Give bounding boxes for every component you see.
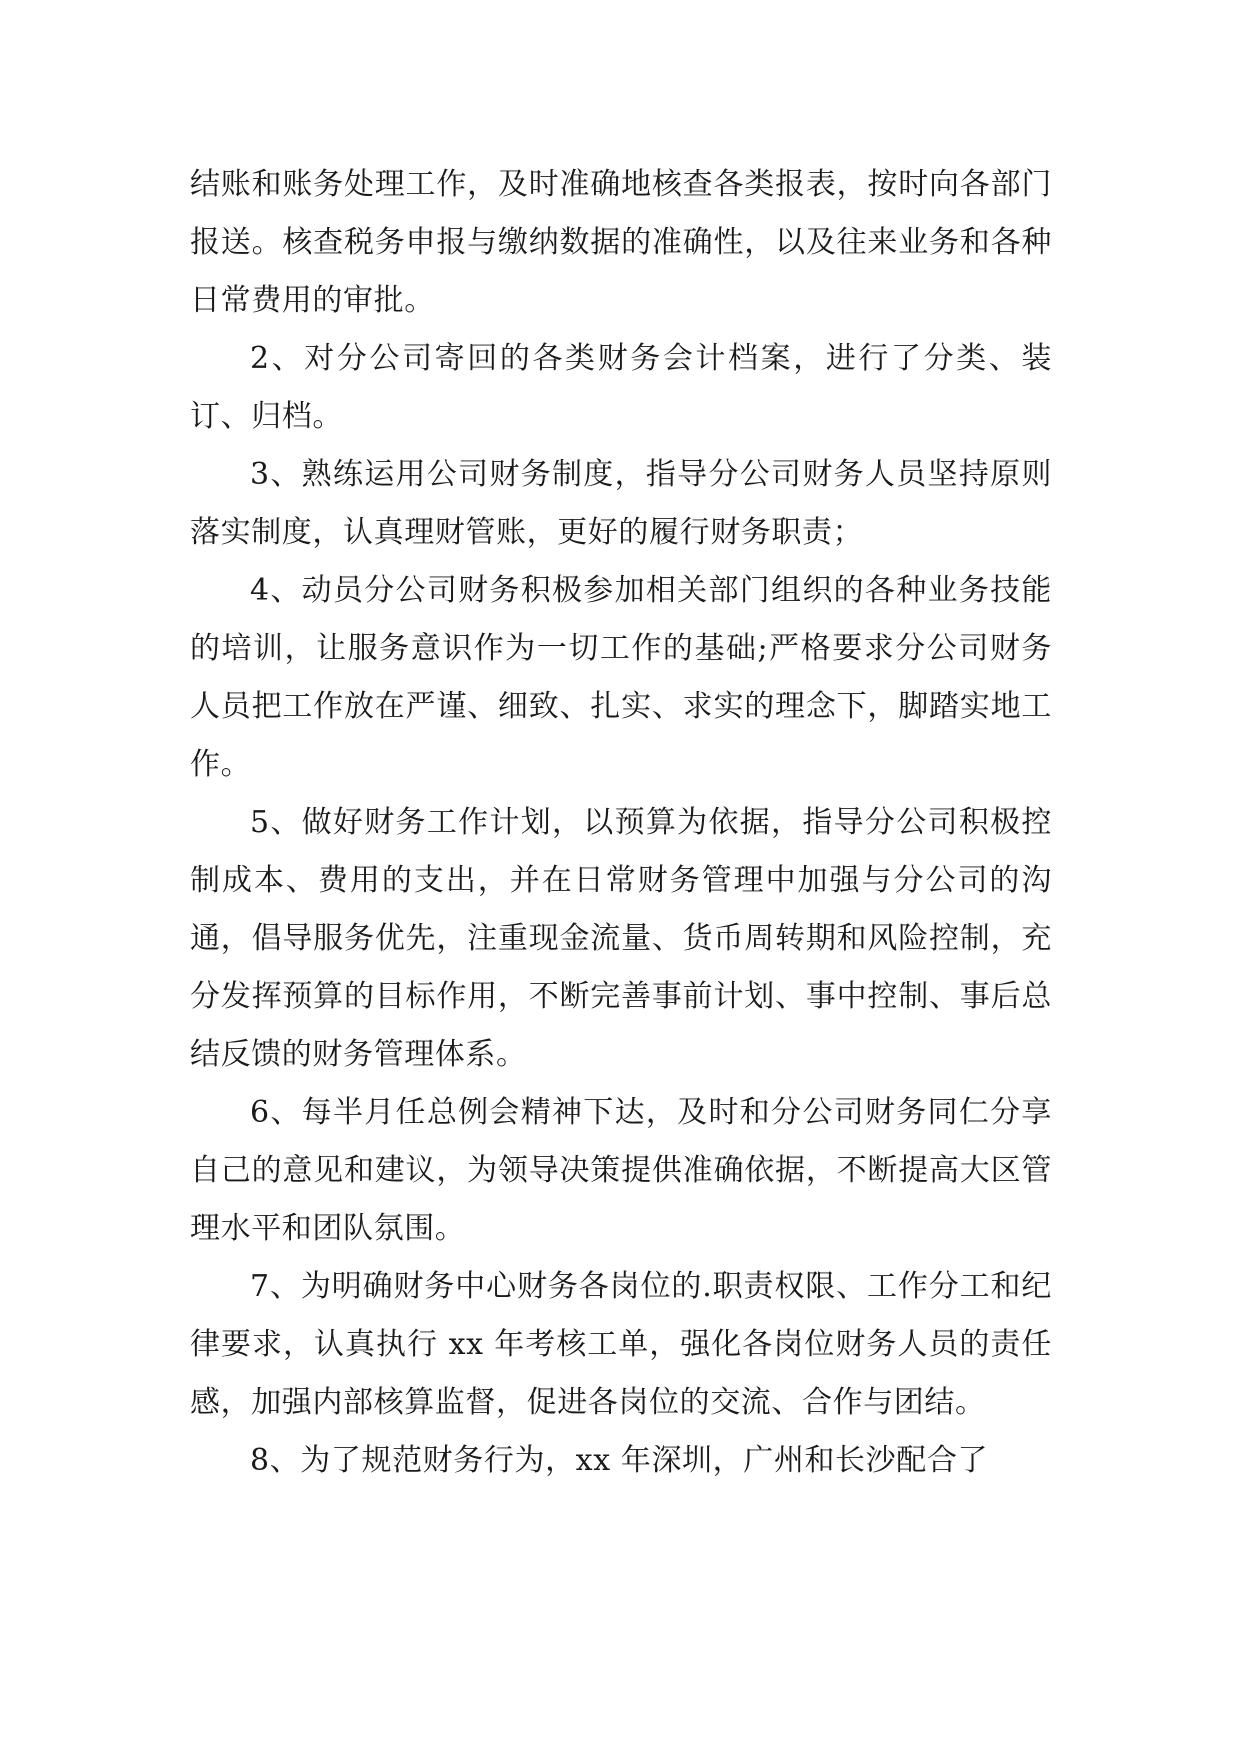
paragraph-continuation: 结账和账务处理工作，及时准确地核查各类报表，按时向各部门报送。核查税务申报与缴纳数据的准确性，以及往来业务和各种日常费用的审批。 bbox=[190, 167, 1052, 318]
paragraph-item-7: 7、为明确财务中心财务各岗位的.职责权限、工作分工和纪律要求，认真执行 xx 年考核工单，强化各岗位财务人员的责任感，加强内部核算监督，促进各岗位的交流、合作与团结。 bbox=[190, 1269, 1052, 1420]
document-body bbox=[190, 156, 1052, 1490]
paragraph-item-8: 8、为了规范财务行为，xx 年深圳，广州和长沙配合了 bbox=[250, 1443, 989, 1478]
paragraph-item-2: 2、对分公司寄回的各类财务会计档案，进行了分类、装订、归档。 bbox=[190, 341, 1052, 434]
paragraph-item-4: 4、动员分公司财务积极参加相关部门组织的各种业务技能的培训，让服务意识作为一切工作的基础;严格要求分公司财务人员把工作放在严谨、细致、扎实、求实的理念下，脚踏实地工作。 bbox=[190, 573, 1052, 782]
paragraph-item-3: 3、熟练运用公司财务制度，指导分公司财务人员坚持原则落实制度，认真理财管账，更好的履行财务职责； bbox=[190, 457, 1052, 550]
paragraph-item-6: 6、每半月任总例会精神下达，及时和分公司财务同仁分享自己的意见和建议，为领导决策提供准确依据，不断提高大区管理水平和团队氛围。 bbox=[190, 1095, 1052, 1246]
paragraph-item-5: 5、做好财务工作计划，以预算为依据，指导分公司积极控制成本、费用的支出，并在日常财务管理中加强与分公司的沟通，倡导服务优先，注重现金流量、货币周转期和风险控制，充分发挥预算的目标作用，不断完善事前计划、事中控制、事后总结反馈的财务管理体系。 bbox=[190, 805, 1052, 1072]
